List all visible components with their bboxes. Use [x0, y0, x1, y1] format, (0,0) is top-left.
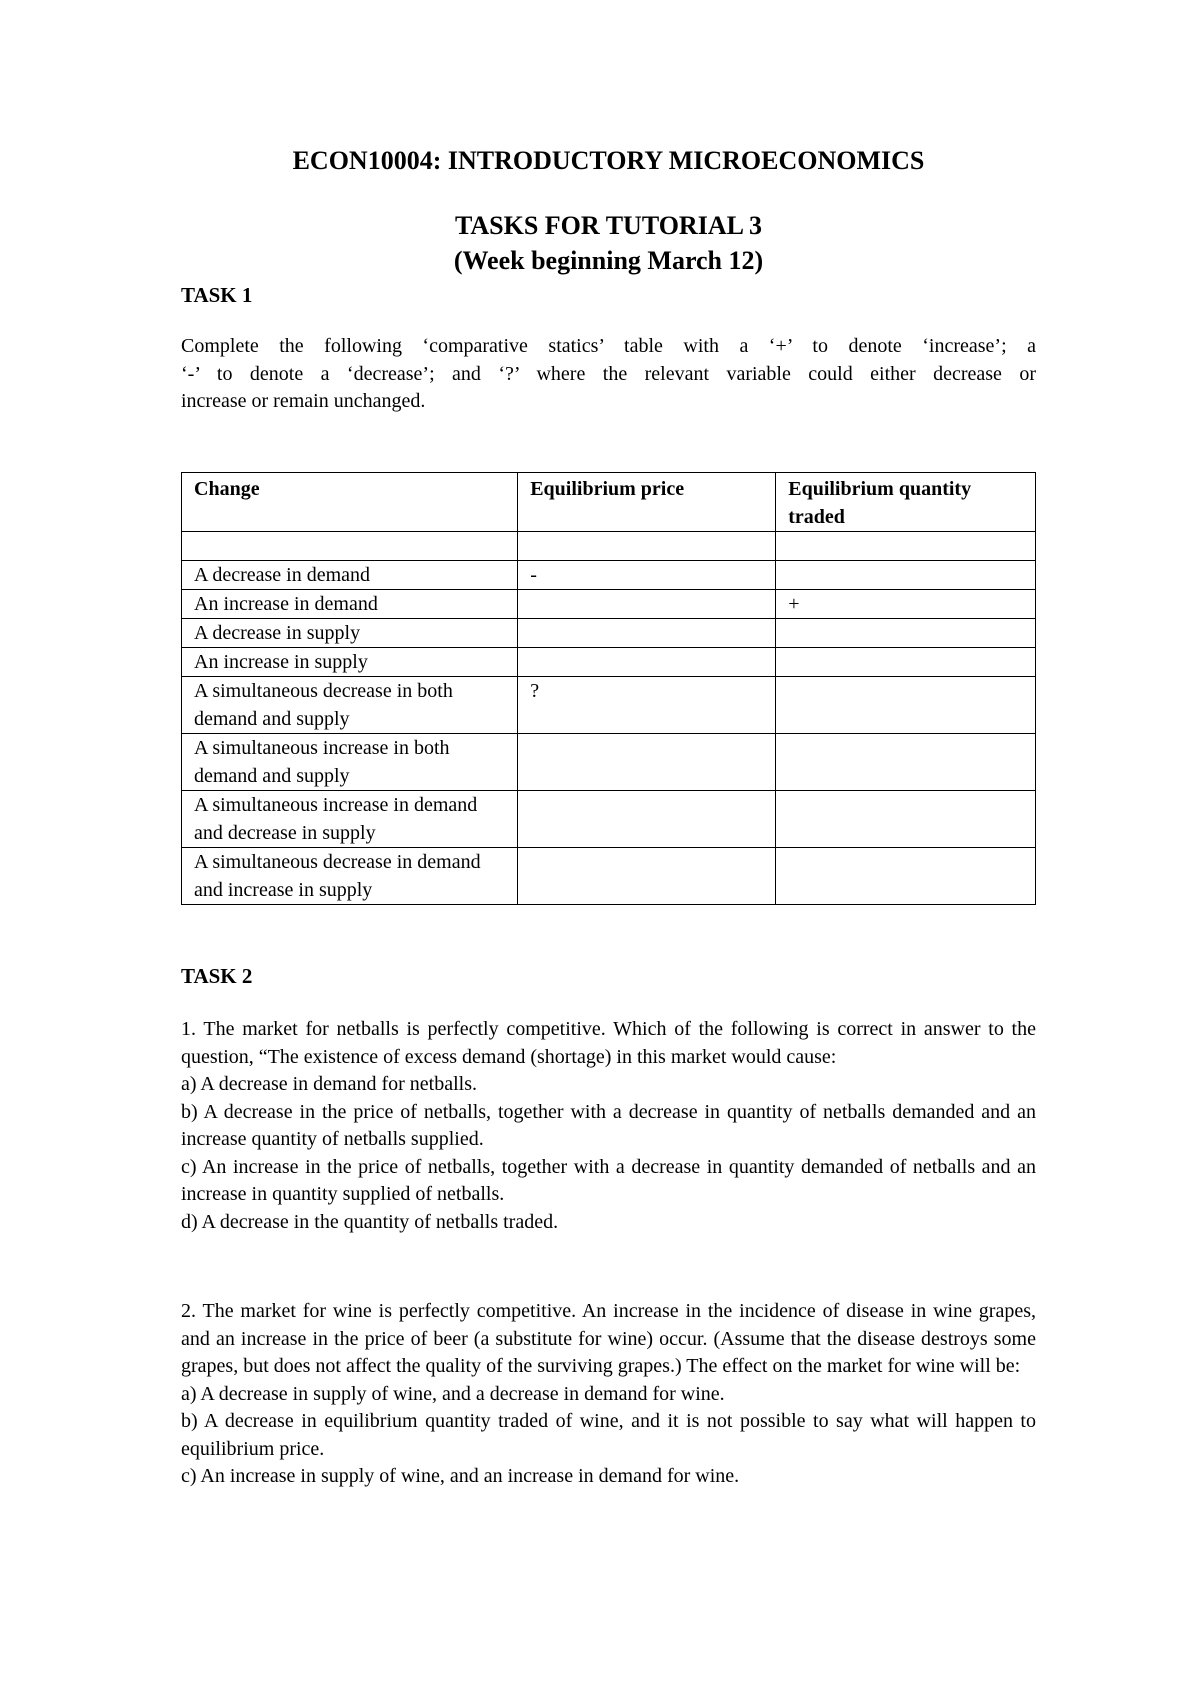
table-cell: An increase in supply: [182, 648, 518, 677]
table-cell: A simultaneous decrease in both demand and supply: [182, 677, 518, 734]
table-cell: [518, 734, 776, 791]
tutorial-title: TASKS FOR TUTORIAL 3: [454, 211, 763, 240]
table-row: [182, 791, 1036, 848]
task2-heading: TASK 2: [181, 964, 253, 988]
table-cell: [776, 848, 1036, 905]
table-cell: [518, 619, 776, 648]
task1-instructions-line: increase or remain unchanged.: [181, 390, 426, 412]
table-header-row: [182, 473, 1036, 532]
task1-instructions: [181, 333, 1036, 416]
answer-option: b) A decrease in the price of netballs, together with a decrease in quantity of netballs demanded and an increase quantity of netballs supplied.: [181, 1100, 1036, 1150]
table-row: [182, 848, 1036, 905]
table-row: [182, 648, 1036, 677]
question-stem: 2. The market for wine is perfectly competitive. An increase in the incidence of disease in wine grapes, and an increase in the price of beer (a substitute for wine) occur. (Assume that the disease destroys some grapes, but does not affect the quality of the surviving grapes.) The effect on the market for wine will be:: [181, 1300, 1036, 1377]
table-cell: [518, 532, 776, 561]
table-row: [182, 561, 1036, 590]
table-cell: +: [776, 590, 1036, 619]
table-row: [182, 532, 1036, 561]
table-cell: [182, 532, 518, 561]
answer-option: a) A decrease in supply of wine, and a decrease in demand for wine.: [181, 1382, 725, 1405]
task1-heading: TASK 1: [181, 283, 253, 307]
table-cell: A simultaneous increase in demand and decrease in supply: [182, 791, 518, 848]
answer-option: c) An increase in supply of wine, and an increase in demand for wine.: [181, 1465, 740, 1487]
table-cell: ?: [518, 677, 776, 734]
table-cell: A simultaneous decrease in demand and increase in supply: [182, 848, 518, 905]
table-row: [182, 734, 1036, 791]
table-cell: [518, 791, 776, 848]
header-change: Change: [182, 473, 518, 532]
answer-option: d) A decrease in the quantity of netballs traded.: [181, 1210, 559, 1233]
table-cell: A decrease in supply: [182, 619, 518, 648]
table-cell: A decrease in demand: [182, 561, 518, 590]
table-cell: An increase in demand: [182, 590, 518, 619]
table-cell: [776, 791, 1036, 848]
table-cell: A simultaneous increase in both demand and supply: [182, 734, 518, 791]
table-cell: [518, 648, 776, 677]
week-subtitle: (Week beginning March 12): [453, 246, 764, 275]
table-cell: [776, 677, 1036, 734]
header-equilibrium-price: Equilibrium price: [518, 473, 776, 532]
table-row: [182, 677, 1036, 734]
table-cell: [776, 532, 1036, 561]
table-cell: [776, 561, 1036, 590]
course-title: ECON10004: INTRODUCTORY MICROECONOMICS: [292, 146, 925, 175]
answer-option: b) A decrease in equilibrium quantity traded of wine, and it is not possible to say what will happen to equilibrium price.: [181, 1410, 1036, 1460]
table-row: [182, 590, 1036, 619]
table-cell: [776, 734, 1036, 791]
answer-option: c) An increase in the price of netballs, together with a decrease in quantity demanded of netballs and an increase in quantity supplied of netballs.: [181, 1155, 1036, 1205]
table-cell: [518, 590, 776, 619]
task1-instructions-line: ‘-’ to denote a ‘decrease’; and ‘?’ where the relevant variable could either decrease or: [181, 362, 1036, 385]
task1-instructions-line: Complete the following ‘comparative statics’ table with a ‘+’ to denote ‘increase’; a: [181, 335, 1036, 357]
header-equilibrium-quantity: Equilibrium quantity traded: [776, 473, 1036, 532]
table-cell: [776, 648, 1036, 677]
table-row: [182, 619, 1036, 648]
table-cell: -: [518, 561, 776, 590]
table-cell: [518, 848, 776, 905]
answer-option: a) A decrease in demand for netballs.: [181, 1073, 477, 1095]
question-stem: 1. The market for netballs is perfectly competitive. Which of the following is correct in answer to the question, “The existence of excess demand (shortage) in this market would cause:: [181, 1018, 1036, 1068]
task2-question-1: [181, 1016, 1036, 1236]
table-cell: [776, 619, 1036, 648]
task2-question-2: [181, 1298, 1036, 1491]
comparative-statics-table: [181, 472, 1036, 905]
